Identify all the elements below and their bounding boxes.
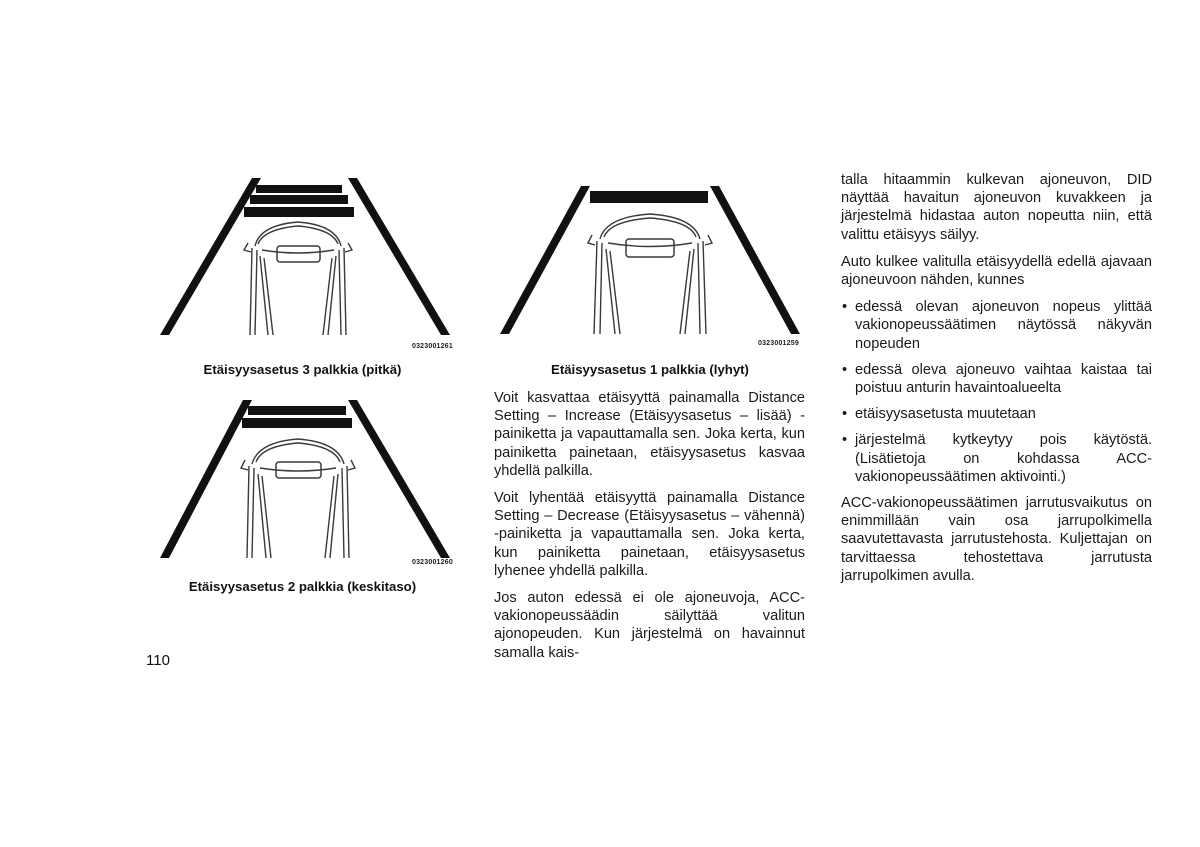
figure-id: 0323001261 [412,343,453,350]
page-number: 110 [146,652,170,669]
middle-text-column [494,389,805,671]
condition-list [841,298,1152,486]
right-lane-line [348,178,450,335]
figure-caption: Etäisyysasetus 3 palkkia (pitkä) [203,362,402,377]
list-item: • etäisyysasetusta muutetaan [841,405,1152,423]
paragraph: Voit lyhentää etäisyyttä painamalla Distance Setting – Decrease (Etäisyysasetus – vähennä) -painiketta ja vapauttamalla sen. Joka kerta, kun painiketta painetaan, etäisyysasetus lyhenee yhdellä palkilla. [494,490,805,579]
figure-distance-1-bar [500,183,810,353]
distance-bar [590,191,708,203]
figure-caption: Etäisyysasetus 2 palkkia (keskitaso) [188,579,417,594]
paragraph: ACC-vakionopeussäätimen jarrutusvaikutus on enimmillään vain osa jarrupolkimella saavutettavasta jarrutustehosta. Kuljettajan on tarvittaessa tehostettava jarrutusta jarrupolkimen avulla. [841,495,1152,584]
figure-id: 0323001260 [412,559,453,566]
figure-distance-3-bars [160,176,460,352]
paragraph: Auto kulkee valitulla etäisyydellä edellä ajavaan ajoneuvoon nähden, kunnes [841,253,1152,289]
car-rear-outline [588,214,712,334]
figure-id: 0323001259 [758,340,799,347]
left-lane-line [500,186,590,334]
distance-3-bars-illustration [160,176,460,352]
figure-distance-2-bars [160,398,460,574]
distance-2-bars-illustration [160,398,460,574]
paragraph: Voit kasvattaa etäisyyttä painamalla Distance Setting – Increase (Etäisyysasetus – lisää) -painiketta ja vapauttamalla sen. Joka kerta, kun painiketta painetaan, etäisyysasetus kasvaa yhdellä palkilla. [494,390,805,479]
right-lane-line [710,186,800,334]
distance-1-bar-illustration [500,183,810,353]
distance-bar [244,207,354,217]
paragraph: talla hitaammin kulkevan ajoneuvon, DID näyttää havaitun ajoneuvon kuvakkeen ja järjestelmä hidastaa auton nopeutta niin, että valittu etäisyys säilyy. [841,172,1152,243]
paragraph: Jos auton edessä ei ole ajoneuvoja, ACC-vakionopeussäädin säilyttää valitun ajonopeuden. Kun järjestelmä on havainnut samalla kais- [494,590,805,661]
distance-bar [256,185,342,193]
right-text-column [841,171,1152,594]
right-lane-line [348,400,450,558]
rear-window [277,246,320,262]
car-rear-outline [244,222,352,335]
distance-bar [250,195,348,204]
left-lane-line [160,178,261,335]
car-rear-outline [241,439,355,558]
list-item: • edessä oleva ajoneuvo vaihtaa kaistaa tai poistuu anturin havaintoalueelta [841,361,1152,397]
figure-caption: Etäisyysasetus 1 palkkia (lyhyt) [551,362,749,377]
list-item: • edessä olevan ajoneuvon nopeus ylittää vakionopeussäätimen näytössä näkyvän nopeuden [841,298,1152,353]
distance-bar [242,418,352,428]
rear-window [626,239,674,257]
list-item: • järjestelmä kytkeytyy pois käytöstä. (Lisätietoja on kohdassa ACC-vakionopeussäätimen aktivointi.) [841,431,1152,486]
left-lane-line [160,400,252,558]
distance-bar [248,406,346,415]
